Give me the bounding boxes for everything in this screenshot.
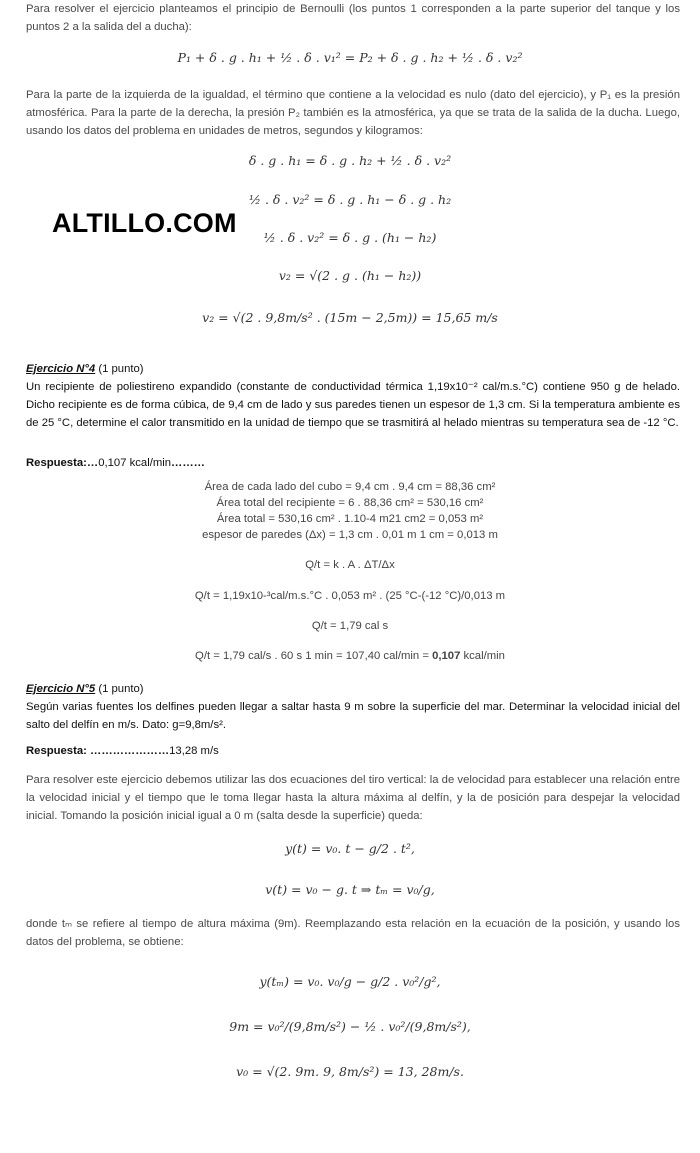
equation-step-2: ½ . δ . v₂² = δ . g . h₁ − δ . g . h₂ [248, 192, 452, 207]
equation-step-4: v₂ = √(2 . g . (h₁ − h₂)) [278, 268, 422, 283]
ejercicio4-result-2 [0, 650, 700, 662]
ejercicio4-result-2-prefix: Q/t = 1,79 cal/s . 60 s 1 min = 107,40 cal/min = [195, 650, 433, 662]
ejercicio4-points: (1 punto) [95, 363, 144, 375]
intro-paragraph: Para resolver el ejercicio planteamos el principio de Bernoulli (los puntos 1 corresponden a la parte superior del tanque y los puntos 2 a la salida del a ducha): [26, 3, 680, 33]
ejercicio4-block [26, 360, 680, 432]
ejercicio5-points: (1 punto) [95, 683, 144, 695]
ejercicio5-answer-value: 13,28 m/s [169, 745, 219, 757]
equation-step-1: δ . g . h₁ = δ . g . h₂ + ½ . δ . v₂² [248, 153, 452, 168]
ejercicio5-equation-4: 9m = v₀²/(9,8m/s²) − ½ . v₀²/(9,8m/s²), [229, 1019, 471, 1034]
ejercicio4-substitution: Q/t = 1,19x10-³cal/m.s.°C . 0,053 m² . (25 °C-(-12 °C)/0,013 m [194, 590, 506, 602]
ejercicio4-result-1: Q/t = 1,79 cal s [311, 620, 389, 632]
ejercicio4-calc-line-1: Área de cada lado del cubo = 9,4 cm . 9,4 cm = 88,36 cm² [204, 481, 496, 493]
ejercicio5-block [26, 680, 680, 734]
ejercicio4-calc-line-2: Área total del recipiente = 6 . 88,36 cm² = 530,16 cm² [216, 497, 484, 509]
ejercicio4-calc-line-3: Área total = 530,16 cm² . 1.10-4 m21 cm2 = 0,053 m² [216, 513, 484, 525]
ejercicio4-result-2-suffix: kcal/min [460, 650, 505, 662]
ejercicio4-result-2-bold: 0,107 [432, 650, 461, 662]
altillo-watermark-logo: ALTILLO.COM [52, 208, 237, 238]
ejercicio4-answer [26, 454, 680, 472]
ejercicio5-title: Ejercicio N°5 [26, 683, 96, 695]
ejercicio5-paragraph-1: Para resolver este ejercicio debemos utilizar las dos ecuaciones del tiro vertical: la de velocidad para establecer una relación entre la velocidad inicial y el tiempo que le toma llegar hasta la altura máxima al delfín, y la de posición para despejar la velocidad inicial. Tomando la posición inicial igual a 0 m (salta desde la superficie) queda: [26, 774, 680, 822]
ejercicio5-statement: Según varias fuentes los delfines pueden llegar a saltar hasta 9 m sobre la superficie del mar. Determinar la velocidad inicial del salto del delfín en m/s. Dato: g=9,8m/s². [26, 701, 680, 731]
ejercicio4-formula: Q/t = k . A . ΔT/Δx [305, 559, 395, 571]
ejercicio5-equation-2: v(t) = v₀ − g. t ⇒ tₘ = v₀/g, [265, 882, 435, 897]
ejercicio4-calc-line-4: espesor de paredes (Δx) = 1,3 cm . 0,01 m 1 cm = 0,013 m [202, 529, 498, 541]
ejercicio4-answer-value: 0,107 kcal/min [98, 457, 172, 469]
ejercicio5-equation-5: v₀ = √(2. 9m. 9, 8m/s²) = 13, 28m/s. [236, 1064, 464, 1079]
bernoulli-equation: P₁ + δ . g . h₁ + ½ . δ . v₁² = P₂ + δ . g . h₂ + ½ . δ . v₂² [177, 50, 523, 65]
explanation-paragraph: Para la parte de la izquierda de la igualdad, el término que contiene a la velocidad es nulo (dato del ejercicio), y P₁ es la presión atmosférica. Para la parte de la derecha, la presión P₂ también es la atmosférica, ya que se trata de la salida de la ducha. Luego, usando los datos del problema en unidades de metros, segundos y kilogramos: [26, 89, 680, 137]
ejercicio4-answer-label: Respuesta:… [26, 457, 99, 469]
ejercicio4-answer-dots: ……… [171, 457, 205, 469]
ejercicio4-title: Ejercicio N°4 [26, 363, 96, 375]
ejercicio5-equation-1: y(t) = v₀. t − g/2 . t², [285, 841, 415, 856]
ejercicio4-statement: Un recipiente de poliestireno expandido (constante de conductividad térmica 1,19x10⁻² cal/m.s.°C) contiene 950 g de helado. Dicho recipiente es de forma cúbica, de 9,4 cm de lado y sus paredes tienen un espesor de 1,3 cm. Si la temperatura ambiente es de 25 °C, determine el calor transmitido en la unidad de tiempo que se trasmitirá al helado mientras su temperatura sea de -12 °C. [26, 381, 680, 429]
equation-step-3: ½ . δ . v₂² = δ . g . (h₁ − h₂) [263, 230, 437, 245]
ejercicio5-paragraph-2: donde tₘ se refiere al tiempo de altura máxima (9m). Reemplazando esta relación en la ecuación de la posición, y usando los datos del problema, se obtiene: [26, 918, 680, 948]
ejercicio5-answer [26, 742, 680, 760]
ejercicio5-answer-label: Respuesta: ………………… [26, 745, 170, 757]
ejercicio5-equation-3: y(tₘ) = v₀. v₀/g − g/2 . v₀²/g², [259, 974, 441, 989]
equation-step-5: v₂ = √(2 . 9,8m/s² . (15m − 2,5m)) = 15,65 m/s [202, 310, 498, 325]
